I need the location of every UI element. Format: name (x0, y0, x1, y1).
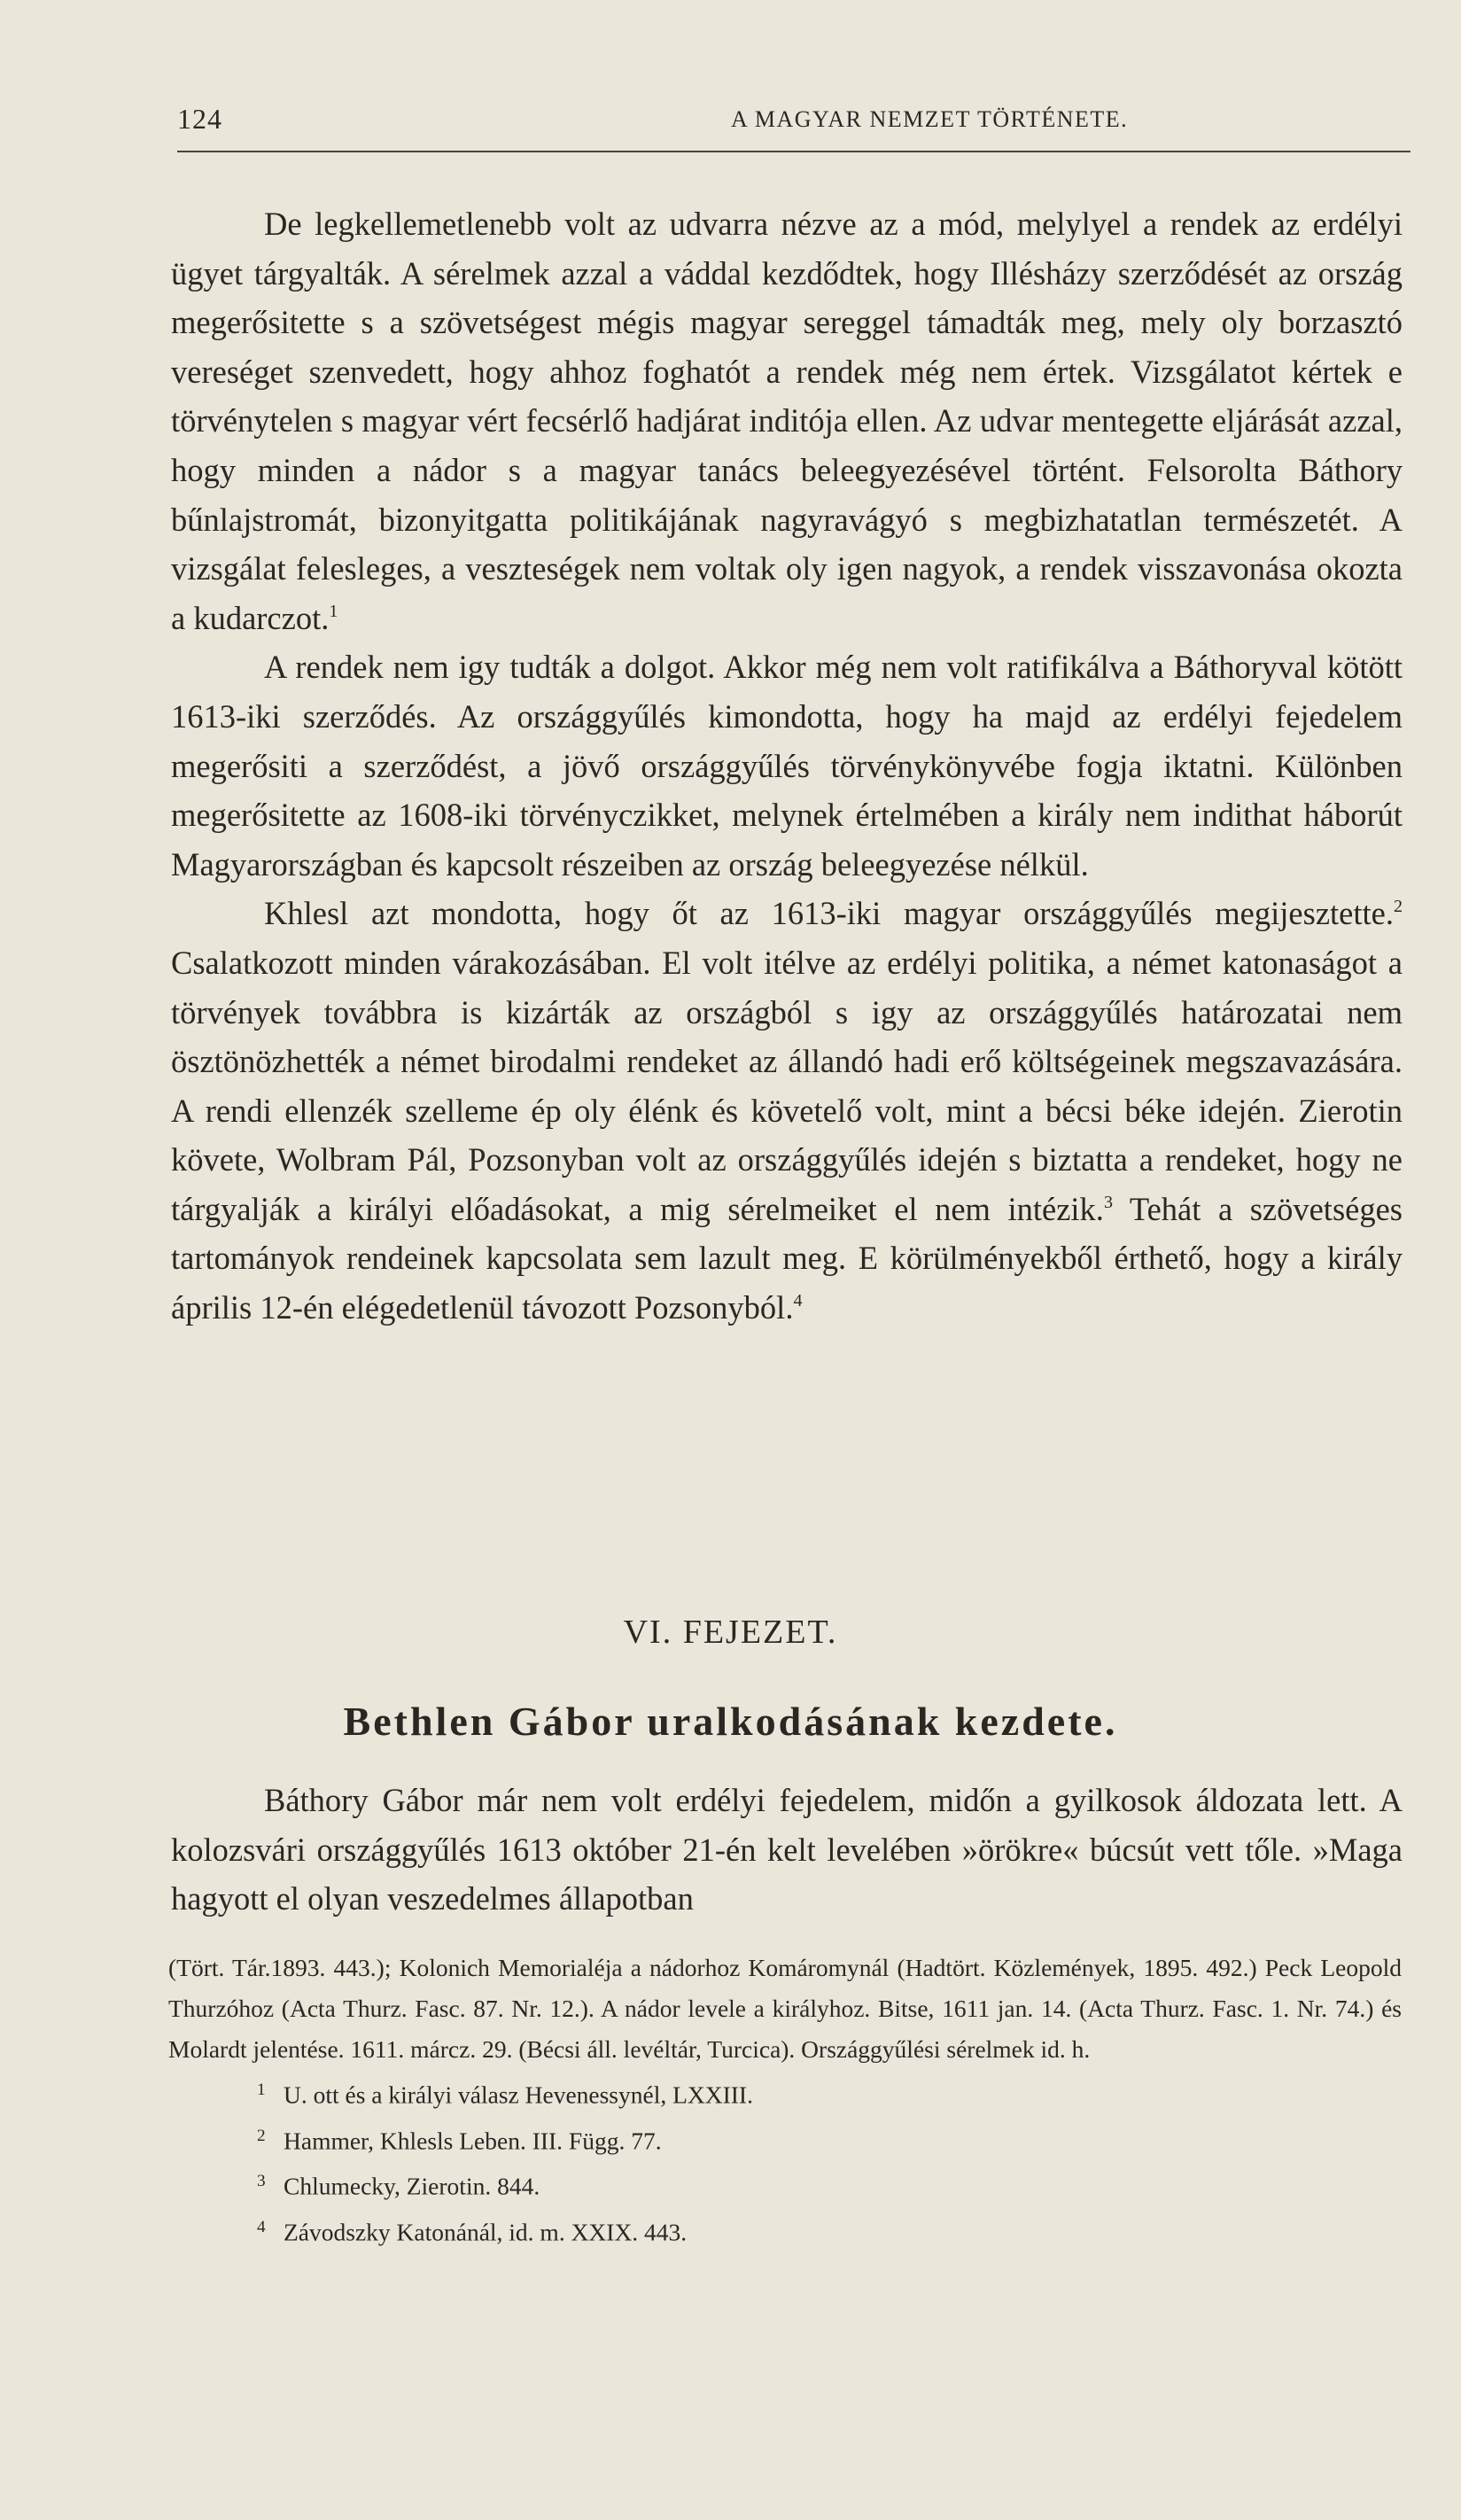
footnote-ref: 1 (329, 601, 338, 621)
footnote-mark: 2 (257, 2126, 266, 2145)
running-title: A MAGYAR NEMZET TÖRTÉNETE. (731, 106, 1129, 132)
footnote-text: U. ott és a királyi válasz Hevenessynél, LXXIII. (284, 2081, 753, 2109)
footnote-mark: 3 (257, 2172, 266, 2191)
footnote-ref: 3 (1103, 1192, 1113, 1212)
footnote-ref: 4 (793, 1291, 803, 1311)
footnote (168, 2207, 1402, 2253)
chapter-title: Bethlen Gábor uralkodásának kezdete. (343, 1699, 1118, 1744)
footnote-text: Hammer, Khlesls Leben. III. Függ. 77. (284, 2127, 662, 2155)
footnote-mark: 4 (257, 2217, 266, 2236)
footnote-mark: 1 (257, 2081, 266, 2099)
chapter-text (171, 1776, 1403, 1924)
page-header (177, 99, 1410, 152)
footnote (168, 2161, 1402, 2207)
paragraph-text: De legkellemetlenebb volt az udvarra nézve az a mód, melylyel a rendek az erdélyi ügyet tárgyalták. A sérelmek azzal a váddal kezdődtek, hogy Illésházy szerződését az ország megerősitette s a szövetségest mégis magyar sereggel támadták meg, mely oly borzasztó vereséget szenvedett, hogy ahhoz foghatót a rendek még nem értek. Vizsgálatot kértek e törvénytelen s magyar vért fecsérlő hadjárat inditója ellen. Az udvar mentegette eljárását azzal, hogy minden a nádor s a magyar tanács beleegyezésével történt. Felsorolta Báthory bűnlajstromát, bizonyitgatta politikájának nagyravágyó s megbizhatatlan természetét. A vizsgálat felesleges, a veszteségek nem voltak oly igen nagyok, a rendek visszavonása okozta a kudarczot. (171, 206, 1403, 636)
paragraph: A rendek nem igy tudták a dolgot. Akkor még nem volt ratifikálva a Báthoryval kötött 1613-iki szerződés. Az országgyűlés kimondotta, hogy ha majd az erdélyi fejedelem megerősiti a szerződést, a jövő országgyűlés törvénykönyvébe fogja iktatni. Különben megerősitette az 1608-iki törvényczikket, melynek értelmében a király nem indithat háborút Magyarországban és kapcsolt részeiben az ország beleegyezése nélkül. (171, 649, 1403, 883)
paragraph-text: Khlesl azt mondotta, hogy őt az 1613-iki magyar országgyűlés megijesztette. (264, 895, 1394, 932)
footnote-continuation: (Tört. Tár.1893. 443.); Kolonich Memorialéja a nádorhoz Komáromynál (Hadtört. Közlemények, 1895. 492.) Peck Leopold Thurzóhoz (Acta Thurz. Fasc. 87. Nr. 12.). A nádor levele a királyhoz. Bitse, 1611 jan. 14. (Acta Thurz. Fasc. 1. Nr. 74.) és Molardt jelentése. 1611. márcz. 29. (Bécsi áll. levéltár, Turcica). Országgyűlési sérelmek id. h. (168, 1954, 1402, 2063)
footnote-ref: 2 (1393, 897, 1403, 917)
footnote-text: Chlumecky, Zierotin. 844. (284, 2172, 540, 2200)
paragraph-text: Csalatkozott minden várakozásában. El volt itélve az erdélyi politika, a német katonaságot a törvények továbbra is kizárták az országból s igy az országgyűlés határozatai nem ösztönözhették a német birodalmi rendeket az állandó hadi erő költségeinek megszavazására. A rendi ellenzék szelleme ép oly élénk és követelő volt, mint a bécsi béke idején. Zierotin követe, Wolbram Pál, Pozsonyban volt az országgyűlés idején s biztatta a rendeket, hogy ne tárgyalják a királyi előadásokat, a mig sérelmeiket el nem intézik. (171, 944, 1403, 1227)
footnotes (168, 1948, 1402, 2253)
footnote (168, 2116, 1402, 2162)
footnote (168, 2070, 1402, 2116)
paragraph-text: Tehát a szövetséges tartományok rendeinek kapcsolata sem lazult meg. E körülményekből érthető, hogy a király április 12-én elégedetlenül távozott Pozsonyból. (171, 1190, 1403, 1326)
paragraph: Báthory Gábor már nem volt erdélyi fejedelem, midőn a gyilkosok áldozata lett. A kolozsvári országgyűlés 1613 október 21-én kelt levelében »örökre« búcsút vett tőle. »Maga hagyott el olyan veszedelmes állapotban (171, 1782, 1403, 1917)
footnote-text: Závodszky Katonánál, id. m. XXIX. 443. (284, 2218, 688, 2246)
paragraph (171, 889, 1403, 1332)
paragraph (171, 199, 1403, 642)
page-number: 124 (177, 103, 222, 135)
chapter-heading: VI. FEJEZET. (623, 1614, 838, 1651)
body-text (171, 199, 1403, 1333)
